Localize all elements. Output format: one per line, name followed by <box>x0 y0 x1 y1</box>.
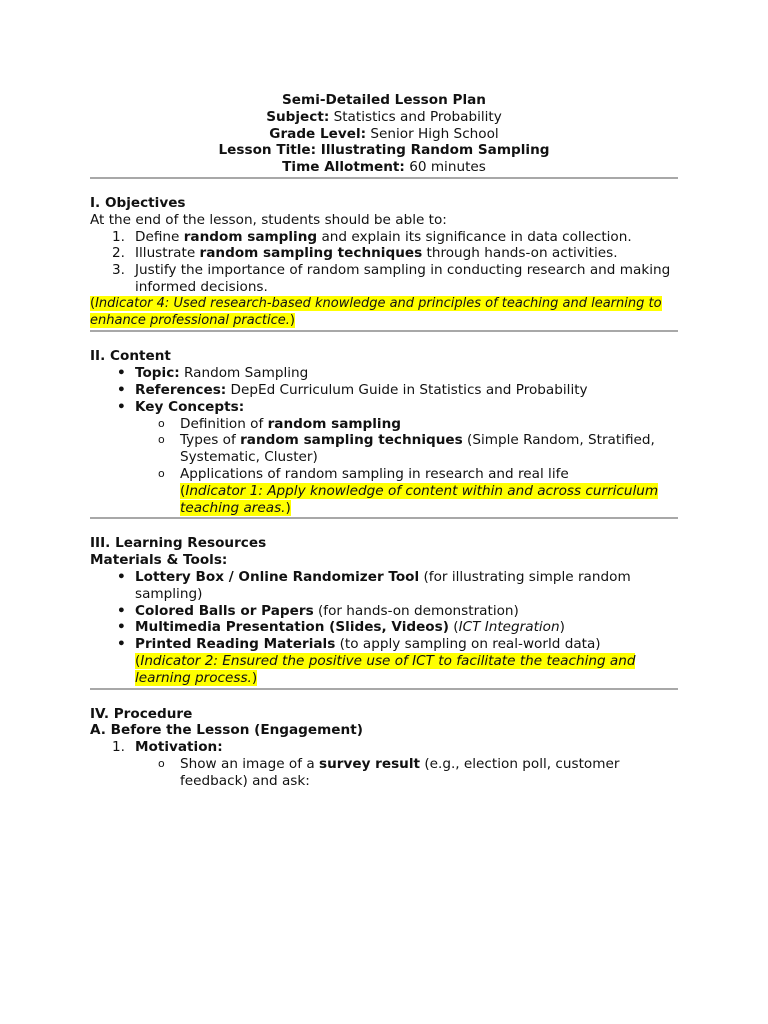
objectives-list <box>90 229 678 296</box>
objectives-intro: At the end of the lesson, students should be able to: <box>90 211 447 228</box>
objectives-section <box>90 195 678 329</box>
grade-line: Grade Level: Senior High School <box>269 125 499 142</box>
list-item: • Topic: Random Sampling <box>117 365 309 382</box>
content-section <box>90 348 678 516</box>
section-heading: IV. Procedure <box>90 705 193 722</box>
section-heading: I. Objectives <box>90 194 186 211</box>
list-item: o Show an image of a survey result (e.g., election poll, customer feedback) and ask: <box>158 755 620 789</box>
document-header <box>90 92 678 176</box>
subject-line: Subject: Statistics and Probability <box>266 108 502 125</box>
list-item: 2. Illustrate random sampling techniques through hands-on activities. <box>112 245 618 262</box>
subsection-heading: Materials & Tools: <box>90 552 228 569</box>
procedure-section <box>90 706 678 790</box>
procedure-list <box>90 739 678 756</box>
lesson-plan-page <box>90 92 678 789</box>
list-item: • Key Concepts: <box>117 398 245 415</box>
list-item: o Definition of random sampling <box>158 415 401 432</box>
section-heading: III. Learning Resources <box>90 535 267 552</box>
list-item: o Types of random sampling techniques (Simple Random, Stratified, Systematic, Cluster) <box>158 432 655 466</box>
content-list <box>90 365 678 415</box>
section-heading: II. Content <box>90 348 171 365</box>
time-line: Time Allotment: 60 minutes <box>282 159 486 176</box>
list-item: • Colored Balls or Papers (for hands-on demonstration) <box>117 602 519 619</box>
list-item: • Printed Reading Materials (to apply sampling on real-world data) (Indicator 2: Ensured the positive use of ICT to facilitate the teaching and learning process.) <box>117 636 636 686</box>
list-item: o Applications of random sampling in research and real life (Indicator 1: Apply knowledge of content within and across curriculum teaching areas.) <box>158 465 659 516</box>
resources-section <box>90 535 678 686</box>
list-item: • Lottery Box / Online Randomizer Tool (for illustrating simple random sampling) <box>117 568 631 602</box>
list-item: • References: DepEd Curriculum Guide in Statistics and Probability <box>117 381 588 398</box>
document-title: Semi-Detailed Lesson Plan <box>282 92 486 108</box>
subsection-heading: A. Before the Lesson (Engagement) <box>90 722 363 739</box>
key-concepts-list <box>90 416 678 517</box>
list-item: • Multimedia Presentation (Slides, Videos) (ICT Integration) <box>117 619 565 636</box>
indicator-note: (Indicator 1: Apply knowledge of content within and across curriculum teaching areas.) <box>180 482 659 516</box>
lesson-title-line: Lesson Title: Illustrating Random Sampling <box>218 142 550 159</box>
indicator-note: (Indicator 4: Used research-based knowledge and principles of teaching and learning to enhance professional practice.) <box>90 295 662 328</box>
resources-list <box>90 569 678 687</box>
list-item: 1. Motivation: <box>112 739 223 756</box>
indicator-note: (Indicator 2: Ensured the positive use of ICT to facilitate the teaching and learning process.) <box>135 652 636 686</box>
list-item: 1. Define random sampling and explain its significance in data collection. <box>112 228 632 245</box>
procedure-sublist <box>90 756 678 790</box>
list-item: 3. Justify the importance of random sampling in conducting research and making informed decisions. <box>112 262 671 295</box>
